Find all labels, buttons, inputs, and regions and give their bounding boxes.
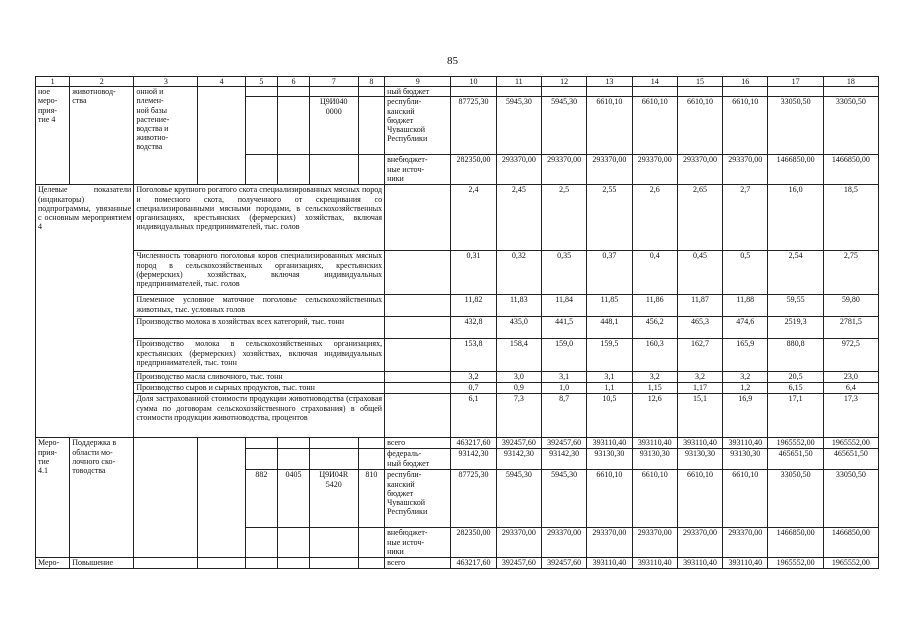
rz-cell: [277, 87, 309, 97]
indicator-name: Производство молока в сельскохозяйственных организациях, крестьянских (фермерских) хозяйствах, включая индивидуальных предпринимателей, тыс. тонн: [134, 339, 385, 372]
value-cell: 1,17: [677, 383, 722, 394]
indicator-name: Производство масла сливочного, тыс. тонн: [134, 372, 385, 383]
source-cell: всего: [385, 438, 451, 449]
measure-name: Меро-: [36, 558, 70, 569]
value-cell: 441,5: [541, 317, 586, 339]
value-cell: 8,7: [541, 394, 586, 438]
grbs-cell: [245, 97, 277, 155]
value-cell: 93142,30: [541, 449, 586, 470]
rz-cell: [277, 438, 309, 449]
indicator-name: Поголовье крупного рогатого скота специализированных мясных пород и помесного скота, полученного от скрещивания со специализированными мясными породами, в сельскохозяйственных организациях, крестьянских (фермерских) хозяйствах, включая индивидуальных предпринимателей, тыс. голов: [134, 185, 385, 251]
value-cell: 93130,30: [632, 449, 677, 470]
table-row: [36, 185, 879, 251]
csr-cell: [309, 449, 358, 470]
measure-goal: Поддержка в области мо- лочного ско- товодства: [70, 438, 134, 558]
value-cell: 6610,10: [677, 470, 722, 528]
value-cell: 0,7: [451, 383, 496, 394]
csr-cell: [309, 87, 358, 97]
value-cell: 162,7: [677, 339, 722, 372]
value-cell: [496, 87, 541, 97]
table-row: [36, 317, 879, 339]
source-cell: внебюджет- ные источ- ники: [385, 155, 451, 185]
value-cell: 1965552,00: [823, 438, 878, 449]
value-cell: 1,1: [587, 383, 632, 394]
value-cell: 11,85: [587, 295, 632, 317]
value-cell: 393110,40: [677, 558, 722, 569]
table-row: [36, 383, 879, 394]
column-header: 2: [70, 77, 134, 87]
value-cell: 159,5: [587, 339, 632, 372]
value-cell: 87725,30: [451, 470, 496, 528]
indicator-name: Производство сыров и сырных продуктов, тыс. тонн: [134, 383, 385, 394]
value-cell: 393110,40: [723, 438, 768, 449]
value-cell: 33050,50: [823, 470, 878, 528]
column-header: 1: [36, 77, 70, 87]
vr-cell: [358, 87, 385, 97]
table-row: [36, 438, 879, 449]
value-cell: 6,1: [451, 394, 496, 438]
value-cell: 33050,50: [768, 470, 823, 528]
value-cell: 293370,00: [496, 155, 541, 185]
value-cell: 293370,00: [587, 155, 632, 185]
csr-cell: [309, 155, 358, 185]
rz-cell: [277, 528, 309, 558]
value-cell: 158,4: [496, 339, 541, 372]
value-cell: 5945,30: [496, 470, 541, 528]
value-cell: 393110,40: [587, 558, 632, 569]
value-cell: 11,83: [496, 295, 541, 317]
source-cell: республи- канский бюджет Чувашской Республики: [385, 97, 451, 155]
value-cell: [632, 87, 677, 97]
value-cell: 393110,40: [723, 558, 768, 569]
value-cell: 465651,50: [823, 449, 878, 470]
value-cell: 2,75: [823, 251, 878, 295]
value-cell: 11,86: [632, 295, 677, 317]
column-header: 11: [496, 77, 541, 87]
value-cell: 5945,30: [541, 97, 586, 155]
value-cell: 1965552,00: [823, 558, 878, 569]
value-cell: 463217,60: [451, 438, 496, 449]
value-cell: 93130,30: [587, 449, 632, 470]
grbs-cell: [245, 528, 277, 558]
value-cell: 12,6: [632, 394, 677, 438]
page-number: 85: [447, 55, 458, 67]
value-cell: 282350,00: [451, 155, 496, 185]
value-cell: 456,2: [632, 317, 677, 339]
source-cell: [385, 185, 451, 251]
value-cell: 0,31: [451, 251, 496, 295]
value-cell: 3,1: [587, 372, 632, 383]
value-cell: 293370,00: [632, 155, 677, 185]
value-cell: [723, 87, 768, 97]
column-header: 9: [385, 77, 451, 87]
value-cell: 392457,60: [541, 558, 586, 569]
value-cell: 5945,30: [541, 470, 586, 528]
value-cell: 3,2: [677, 372, 722, 383]
value-cell: 393110,40: [632, 558, 677, 569]
column-header: 13: [587, 77, 632, 87]
grbs-cell: [245, 558, 277, 569]
value-cell: 17,3: [823, 394, 878, 438]
value-cell: 1,15: [632, 383, 677, 394]
value-cell: 6,4: [823, 383, 878, 394]
source-cell: [385, 372, 451, 383]
table-row: [36, 295, 879, 317]
table-row: [36, 251, 879, 295]
value-cell: 11,82: [451, 295, 496, 317]
value-cell: 293370,00: [677, 155, 722, 185]
table-row: [36, 372, 879, 383]
value-cell: 17,1: [768, 394, 823, 438]
value-cell: 0,32: [496, 251, 541, 295]
indicator-name: Доля застрахованной стоимости продукции животноводства (страховая сумма по договорам сельскохозяйственного страхования) в общей стоимости продукции животноводства, процентов: [134, 394, 385, 438]
value-cell: 3,2: [723, 372, 768, 383]
value-cell: 1,0: [541, 383, 586, 394]
value-cell: 165,9: [723, 339, 768, 372]
source-cell: [385, 295, 451, 317]
value-cell: 2519,3: [768, 317, 823, 339]
responsible-cell: [198, 438, 246, 558]
source-cell: [385, 251, 451, 295]
value-cell: 0,5: [723, 251, 768, 295]
value-cell: 87725,30: [451, 97, 496, 155]
column-header: 15: [677, 77, 722, 87]
responsible-cell: [198, 87, 246, 185]
column-header: 5: [245, 77, 277, 87]
value-cell: 880,8: [768, 339, 823, 372]
source-cell: [385, 394, 451, 438]
value-cell: 6610,10: [587, 470, 632, 528]
value-cell: 18,5: [823, 185, 878, 251]
value-cell: 7,3: [496, 394, 541, 438]
vr-cell: [358, 155, 385, 185]
value-cell: [677, 87, 722, 97]
vr-cell: [358, 449, 385, 470]
source-cell: [385, 317, 451, 339]
column-header: 3: [134, 77, 198, 87]
responsible-cell: [198, 558, 246, 569]
value-cell: 465,3: [677, 317, 722, 339]
value-cell: 293370,00: [541, 155, 586, 185]
column-header: 18: [823, 77, 878, 87]
value-cell: 6610,10: [723, 470, 768, 528]
value-cell: 2,6: [632, 185, 677, 251]
value-cell: 93142,30: [496, 449, 541, 470]
value-cell: 0,45: [677, 251, 722, 295]
value-cell: 93130,30: [677, 449, 722, 470]
value-cell: 393110,40: [632, 438, 677, 449]
source-cell: внебюджет- ные источ- ники: [385, 528, 451, 558]
value-cell: 432,8: [451, 317, 496, 339]
measure-goal: Повышение: [70, 558, 134, 569]
value-cell: 2,7: [723, 185, 768, 251]
value-cell: 1,2: [723, 383, 768, 394]
value-cell: 448,1: [587, 317, 632, 339]
csr-cell: [309, 528, 358, 558]
value-cell: 15,1: [677, 394, 722, 438]
column-header: 7: [309, 77, 358, 87]
value-cell: [823, 87, 878, 97]
value-cell: 1466850,00: [768, 155, 823, 185]
rz-cell: [277, 155, 309, 185]
value-cell: 2,4: [451, 185, 496, 251]
value-cell: 6610,10: [632, 97, 677, 155]
vr-cell: [358, 438, 385, 449]
measure-name: ное меро- прия- тие 4: [36, 87, 70, 185]
csr-cell: Ц9И040 0000: [309, 97, 358, 155]
value-cell: 0,4: [632, 251, 677, 295]
value-cell: 282350,00: [451, 528, 496, 558]
column-header: 12: [541, 77, 586, 87]
measure-goal-cont: онной и племен- ной базы растение- водства и животно- водства: [134, 87, 198, 185]
source-cell: [385, 383, 451, 394]
value-cell: 11,88: [723, 295, 768, 317]
value-cell: 10,5: [587, 394, 632, 438]
value-cell: 5945,30: [496, 97, 541, 155]
value-cell: 463217,60: [451, 558, 496, 569]
value-cell: 393110,40: [587, 438, 632, 449]
measure-name: Меро- прия- тие 4.1: [36, 438, 70, 558]
value-cell: 293370,00: [541, 528, 586, 558]
source-cell: республи- канский бюджет Чувашской Республики: [385, 470, 451, 528]
value-cell: 20,5: [768, 372, 823, 383]
value-cell: 159,0: [541, 339, 586, 372]
value-cell: 2,65: [677, 185, 722, 251]
value-cell: 153,8: [451, 339, 496, 372]
value-cell: 16,0: [768, 185, 823, 251]
value-cell: 3,2: [451, 372, 496, 383]
value-cell: 435,0: [496, 317, 541, 339]
value-cell: 33050,50: [768, 97, 823, 155]
csr-cell: [309, 438, 358, 449]
column-header: 6: [277, 77, 309, 87]
vr-cell: [358, 558, 385, 569]
indicator-name: Производство молока в хозяйствах всех категорий, тыс. тонн: [134, 317, 385, 339]
value-cell: [768, 87, 823, 97]
grbs-cell: [245, 449, 277, 470]
rz-cell: 0405: [277, 470, 309, 528]
value-cell: 3,2: [632, 372, 677, 383]
value-cell: 6610,10: [677, 97, 722, 155]
column-header: 16: [723, 77, 768, 87]
indicator-name: Численность товарного поголовья коров специализированных мясных пород в сельскохозяйственных организациях, крестьянских (фермерских) хозяйствах, включая индивидуальных предпринимателей, тыс. голов: [134, 251, 385, 295]
column-header: 8: [358, 77, 385, 87]
value-cell: 6610,10: [632, 470, 677, 528]
value-cell: 0,35: [541, 251, 586, 295]
value-cell: 1466850,00: [768, 528, 823, 558]
value-cell: 2,55: [587, 185, 632, 251]
column-header: 17: [768, 77, 823, 87]
value-cell: 1965552,00: [768, 558, 823, 569]
value-cell: 1466850,00: [823, 528, 878, 558]
value-cell: 11,84: [541, 295, 586, 317]
value-cell: 392457,60: [496, 558, 541, 569]
value-cell: 293370,00: [677, 528, 722, 558]
value-cell: 393110,40: [677, 438, 722, 449]
value-cell: 3,1: [541, 372, 586, 383]
column-header: 10: [451, 77, 496, 87]
rz-cell: [277, 558, 309, 569]
value-cell: 465651,50: [768, 449, 823, 470]
table-row: [36, 77, 879, 87]
value-cell: [541, 87, 586, 97]
value-cell: 16,9: [723, 394, 768, 438]
value-cell: 59,55: [768, 295, 823, 317]
value-cell: 1965552,00: [768, 438, 823, 449]
value-cell: [587, 87, 632, 97]
value-cell: 33050,50: [823, 97, 878, 155]
value-cell: 293370,00: [723, 155, 768, 185]
csr-cell: Ц9И04R 5420: [309, 470, 358, 528]
value-cell: 392457,60: [496, 438, 541, 449]
column-header: 4: [198, 77, 246, 87]
value-cell: [451, 87, 496, 97]
value-cell: 0,37: [587, 251, 632, 295]
grbs-cell: 882: [245, 470, 277, 528]
value-cell: 6610,10: [587, 97, 632, 155]
value-cell: 160,3: [632, 339, 677, 372]
vr-cell: 810: [358, 470, 385, 528]
vr-cell: [358, 528, 385, 558]
value-cell: 474,6: [723, 317, 768, 339]
indicator-name: Племенное условное маточное поголовье сельскохозяйственных животных, тыс. условных голов: [134, 295, 385, 317]
source-cell: [385, 339, 451, 372]
value-cell: 93142,30: [451, 449, 496, 470]
value-cell: 293370,00: [723, 528, 768, 558]
value-cell: 6610,10: [723, 97, 768, 155]
value-cell: 972,5: [823, 339, 878, 372]
value-cell: 1466850,00: [823, 155, 878, 185]
rz-cell: [277, 449, 309, 470]
grbs-cell: [245, 155, 277, 185]
program-table: [35, 76, 879, 569]
table-row: [36, 394, 879, 438]
table-row: [36, 558, 879, 569]
table-row: [36, 339, 879, 372]
value-cell: 6,15: [768, 383, 823, 394]
value-cell: 293370,00: [632, 528, 677, 558]
value-cell: 293370,00: [587, 528, 632, 558]
table-row: [36, 87, 879, 97]
value-cell: 2,45: [496, 185, 541, 251]
value-cell: 3,0: [496, 372, 541, 383]
column-header: 14: [632, 77, 677, 87]
value-cell: 2,54: [768, 251, 823, 295]
indicators-label: Целевые показатели (индикаторы) подпрограммы, увязанные с основным мероприятием 4: [36, 185, 134, 438]
value-cell: 93130,30: [723, 449, 768, 470]
grbs-cell: [245, 87, 277, 97]
value-cell: 0,9: [496, 383, 541, 394]
source-cell: всего: [385, 558, 451, 569]
vr-cell: [358, 97, 385, 155]
value-cell: 59,80: [823, 295, 878, 317]
source-cell: федераль- ный бюджет: [385, 449, 451, 470]
csr-cell: [309, 558, 358, 569]
value-cell: 11,87: [677, 295, 722, 317]
value-cell: 293370,00: [496, 528, 541, 558]
measure-goal-cont: [134, 438, 198, 558]
value-cell: 2781,5: [823, 317, 878, 339]
value-cell: 2,5: [541, 185, 586, 251]
rz-cell: [277, 97, 309, 155]
value-cell: 392457,60: [541, 438, 586, 449]
source-cell: ный бюджет: [385, 87, 451, 97]
measure-goal: животновод- ства: [70, 87, 134, 185]
grbs-cell: [245, 438, 277, 449]
value-cell: 23,0: [823, 372, 878, 383]
measure-goal-cont: [134, 558, 198, 569]
